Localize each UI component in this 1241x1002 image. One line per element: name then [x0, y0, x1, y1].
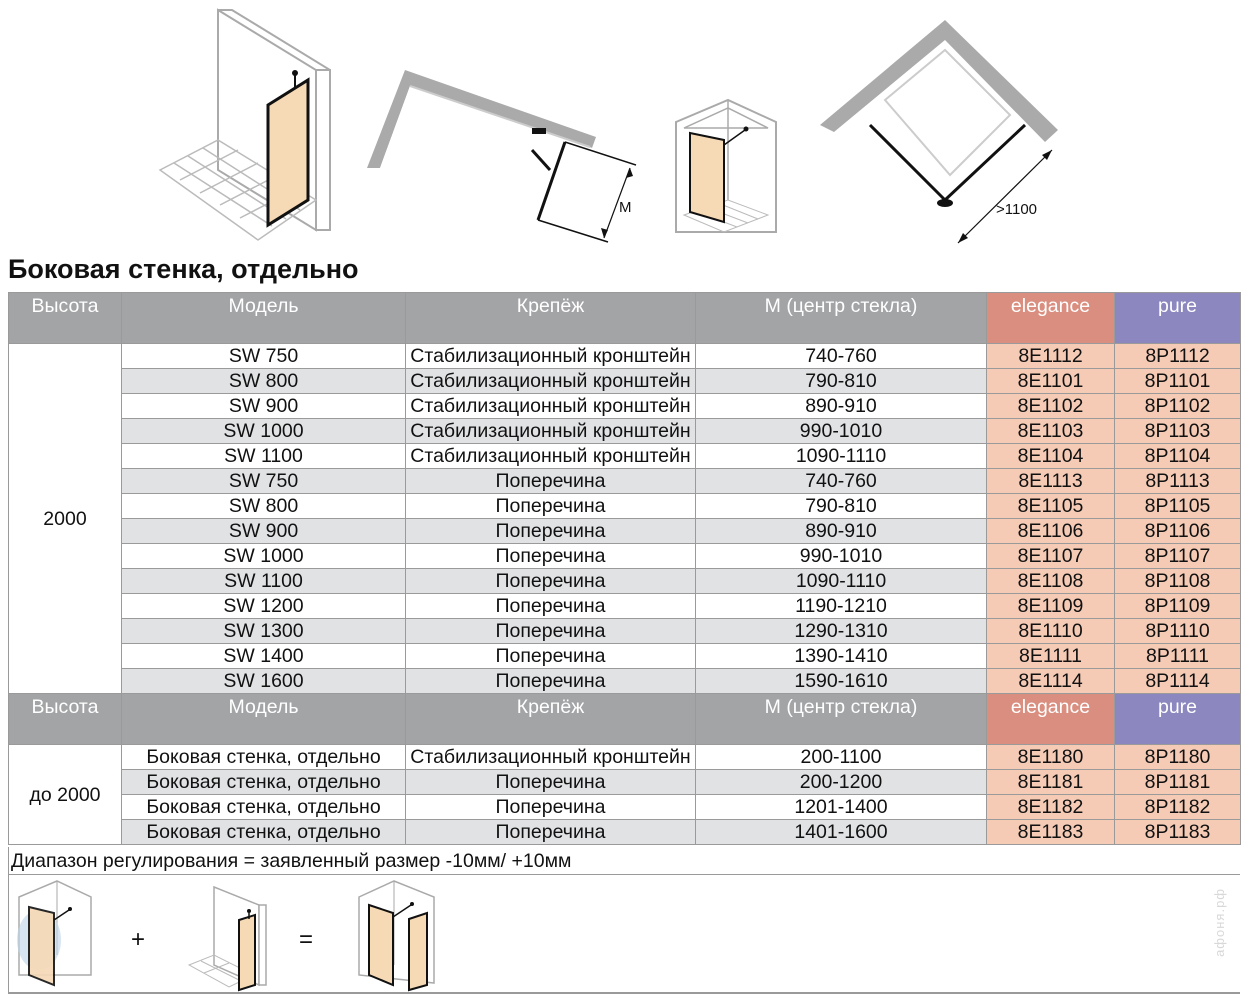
- fixing-cell: Стабилизационный кронштейн: [406, 394, 696, 419]
- fixing-cell: Поперечина: [406, 795, 696, 820]
- diagram-plan-m: [367, 70, 636, 242]
- elegance-code-cell: 8E1102: [987, 394, 1115, 419]
- header-elegance: elegance: [987, 694, 1115, 745]
- elegance-code-cell: 8E1101: [987, 369, 1115, 394]
- pure-code-cell: 8P1104: [1115, 444, 1241, 469]
- fixing-cell: Поперечина: [406, 594, 696, 619]
- elegance-code-cell: 8E1105: [987, 494, 1115, 519]
- fixing-cell: Поперечина: [406, 519, 696, 544]
- m-cell: 790-810: [696, 369, 987, 394]
- installation-diagrams: [0, 0, 1241, 255]
- elegance-code-cell: 8E1183: [987, 820, 1115, 845]
- m-cell: 1390-1410: [696, 644, 987, 669]
- diagram-side-panel: [189, 887, 266, 990]
- table-row: [9, 394, 1241, 419]
- header-m-center: M (центр стекла): [696, 694, 987, 745]
- m-cell: 1190-1210: [696, 594, 987, 619]
- diagram-corner-plan: [820, 20, 1058, 243]
- elegance-code-cell: 8E1111: [987, 644, 1115, 669]
- fixing-cell: Поперечина: [406, 669, 696, 694]
- model-cell: SW 900: [122, 519, 406, 544]
- fixing-cell: Стабилизационный кронштейн: [406, 344, 696, 369]
- header-model: Модель: [122, 694, 406, 745]
- elegance-code-cell: 8E1110: [987, 619, 1115, 644]
- m-cell: 1401-1600: [696, 820, 987, 845]
- table-row: [9, 770, 1241, 795]
- table-row: [9, 820, 1241, 845]
- model-cell: Боковая стенка, отдельно: [122, 770, 406, 795]
- table-row: [9, 544, 1241, 569]
- pure-code-cell: 8P1106: [1115, 519, 1241, 544]
- elegance-code-cell: 8E1109: [987, 594, 1115, 619]
- table-row: [9, 444, 1241, 469]
- fixing-cell: Поперечина: [406, 569, 696, 594]
- header-pure: pure: [1115, 694, 1241, 745]
- header-model: Модель: [122, 293, 406, 344]
- pure-code-cell: 8P1114: [1115, 669, 1241, 694]
- m-cell: 1090-1110: [696, 569, 987, 594]
- fixing-cell: Стабилизационный кронштейн: [406, 745, 696, 770]
- pure-code-cell: 8P1105: [1115, 494, 1241, 519]
- model-cell: SW 800: [122, 494, 406, 519]
- diagram-side-panel-wall: [160, 10, 330, 240]
- fixing-cell: Стабилизационный кронштейн: [406, 369, 696, 394]
- table-row: [9, 569, 1241, 594]
- pure-code-cell: 8P1110: [1115, 619, 1241, 644]
- model-cell: SW 800: [122, 369, 406, 394]
- table-row: [9, 594, 1241, 619]
- plus-sign: +: [131, 926, 146, 953]
- elegance-code-cell: 8E1106: [987, 519, 1115, 544]
- m-cell: 990-1010: [696, 544, 987, 569]
- table-row: [9, 494, 1241, 519]
- elegance-code-cell: 8E1104: [987, 444, 1115, 469]
- table-row: [9, 619, 1241, 644]
- header-height: Высота: [9, 694, 122, 745]
- pure-code-cell: 8P1103: [1115, 419, 1241, 444]
- model-cell: SW 1100: [122, 569, 406, 594]
- m-cell: 200-1200: [696, 770, 987, 795]
- page-title: Боковая стенка, отдельно: [8, 254, 359, 284]
- elegance-code-cell: 8E1114: [987, 669, 1115, 694]
- elegance-code-cell: 8E1182: [987, 795, 1115, 820]
- dimension-m-label: M: [619, 199, 632, 216]
- model-cell: SW 1100: [122, 444, 406, 469]
- m-cell: 890-910: [696, 394, 987, 419]
- pure-code-cell: 8P1182: [1115, 795, 1241, 820]
- equals-sign: =: [299, 926, 314, 953]
- m-cell: 740-760: [696, 469, 987, 494]
- model-cell: SW 1600: [122, 669, 406, 694]
- model-cell: SW 750: [122, 344, 406, 369]
- table-row: [9, 344, 1241, 369]
- fixing-cell: Поперечина: [406, 544, 696, 569]
- model-cell: Боковая стенка, отдельно: [122, 795, 406, 820]
- table-row: [9, 369, 1241, 394]
- table-row: [9, 519, 1241, 544]
- pure-code-cell: 8P1107: [1115, 544, 1241, 569]
- header-fixing: Крепёж: [406, 293, 696, 344]
- pure-code-cell: 8P1183: [1115, 820, 1241, 845]
- dimension-corner-label: >1100: [996, 201, 1038, 218]
- elegance-code-cell: 8E1107: [987, 544, 1115, 569]
- spec-table: [8, 292, 1241, 845]
- table-row: [9, 644, 1241, 669]
- m-cell: 740-760: [696, 344, 987, 369]
- model-cell: SW 1200: [122, 594, 406, 619]
- diagram-combined: [359, 881, 434, 990]
- header-height: Высота: [9, 293, 122, 344]
- pure-code-cell: 8P1113: [1115, 469, 1241, 494]
- combination-illustration: [8, 875, 1240, 994]
- fixing-cell: Поперечина: [406, 619, 696, 644]
- fixing-cell: Поперечина: [406, 469, 696, 494]
- m-cell: 790-810: [696, 494, 987, 519]
- table-row: [9, 795, 1241, 820]
- m-cell: 1090-1110: [696, 444, 987, 469]
- model-cell: SW 1300: [122, 619, 406, 644]
- pure-code-cell: 8P1180: [1115, 745, 1241, 770]
- m-cell: 990-1010: [696, 419, 987, 444]
- combination-diagrams: [9, 875, 1239, 992]
- m-cell: 890-910: [696, 519, 987, 544]
- table-row: [9, 419, 1241, 444]
- fixing-cell: Стабилизационный кронштейн: [406, 444, 696, 469]
- pure-code-cell: 8P1102: [1115, 394, 1241, 419]
- model-cell: SW 750: [122, 469, 406, 494]
- table-row: [9, 469, 1241, 494]
- diagram-walk-in: [17, 881, 91, 985]
- m-cell: 1590-1610: [696, 669, 987, 694]
- elegance-code-cell: 8E1113: [987, 469, 1115, 494]
- elegance-code-cell: 8E1112: [987, 344, 1115, 369]
- model-cell: SW 1000: [122, 419, 406, 444]
- fixing-cell: Стабилизационный кронштейн: [406, 419, 696, 444]
- model-cell: SW 900: [122, 394, 406, 419]
- height-cell: 2000: [9, 344, 122, 694]
- pure-code-cell: 8P1181: [1115, 770, 1241, 795]
- header-m-center: M (центр стекла): [696, 293, 987, 344]
- m-cell: 200-1100: [696, 745, 987, 770]
- elegance-code-cell: 8E1108: [987, 569, 1115, 594]
- m-cell: 1201-1400: [696, 795, 987, 820]
- elegance-code-cell: 8E1103: [987, 419, 1115, 444]
- fixing-cell: Поперечина: [406, 770, 696, 795]
- watermark: афоня.рф: [1212, 888, 1227, 957]
- header-elegance: elegance: [987, 293, 1115, 344]
- pure-code-cell: 8P1111: [1115, 644, 1241, 669]
- header-fixing: Крепёж: [406, 694, 696, 745]
- model-cell: Боковая стенка, отдельно: [122, 745, 406, 770]
- pure-code-cell: 8P1108: [1115, 569, 1241, 594]
- table-row: [9, 669, 1241, 694]
- fixing-cell: Поперечина: [406, 820, 696, 845]
- elegance-code-cell: 8E1180: [987, 745, 1115, 770]
- table-header-row: [9, 694, 1241, 745]
- adjustment-note: Диапазон регулирования = заявленный размер -10мм/ +10мм: [8, 847, 1240, 875]
- table-header-row: [9, 293, 1241, 344]
- elegance-code-cell: 8E1181: [987, 770, 1115, 795]
- fixing-cell: Поперечина: [406, 644, 696, 669]
- pure-code-cell: 8P1101: [1115, 369, 1241, 394]
- spec-table-body: [9, 293, 1241, 845]
- model-cell: SW 1400: [122, 644, 406, 669]
- fixing-cell: Поперечина: [406, 494, 696, 519]
- header-pure: pure: [1115, 293, 1241, 344]
- table-row: [9, 745, 1241, 770]
- model-cell: Боковая стенка, отдельно: [122, 820, 406, 845]
- diagram-small-iso: [676, 100, 776, 232]
- m-cell: 1290-1310: [696, 619, 987, 644]
- height-cell: до 2000: [9, 745, 122, 845]
- pure-code-cell: 8P1112: [1115, 344, 1241, 369]
- pure-code-cell: 8P1109: [1115, 594, 1241, 619]
- model-cell: SW 1000: [122, 544, 406, 569]
